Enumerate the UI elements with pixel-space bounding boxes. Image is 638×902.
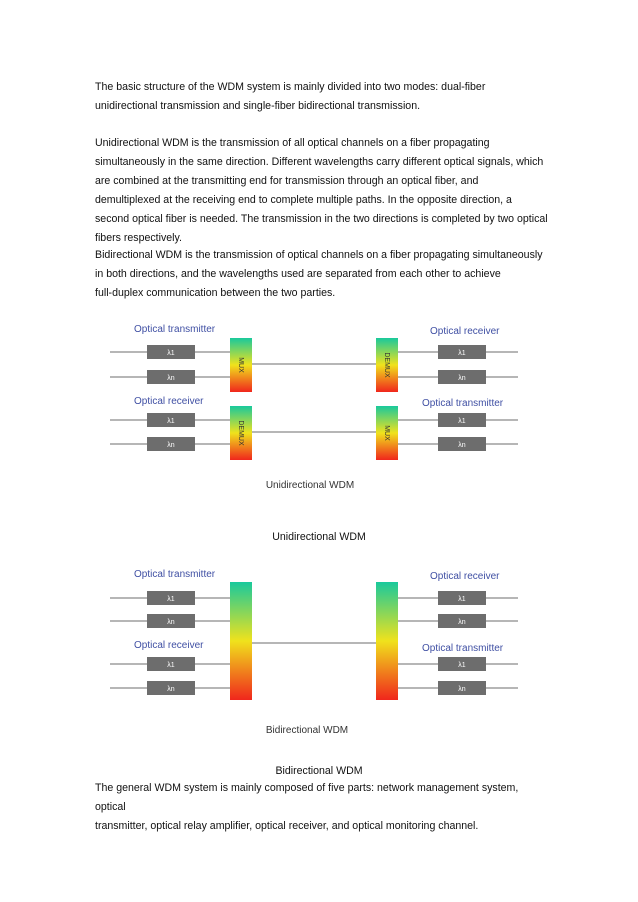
text-line: demultiplexed at the receiving end to complete multiple paths. In the opposite direction, a [95,194,512,206]
components-paragraph [95,779,550,836]
text-line: are combined at the transmitting end for transmission through an optical fiber, and [95,175,479,187]
optical-transmitter-label: Optical transmitter [422,398,504,409]
lambda-label: λn [167,686,175,693]
text-line: transmitter, optical relay amplifier, optical receiver, and optical monitoring channel. [95,820,479,832]
lambda-label: λ1 [458,350,466,357]
lambda-label: λn [167,375,175,382]
lambda-label: λ1 [458,596,466,603]
bidirectional-paragraph [95,246,550,303]
text-line: The basic structure of the WDM system is mainly divided into two modes: dual-fiber [95,81,486,93]
figure-caption: Bidirectional WDM [275,765,363,777]
unidirectional-wdm-diagram [110,316,530,498]
lambda-label: λ1 [167,418,175,425]
figure-caption: Unidirectional WDM [272,531,366,543]
text-line: The general WDM system is mainly composed of five parts: network management system, optical [95,782,519,813]
optical-receiver-label: Optical receiver [430,571,500,582]
lambda-label: λ1 [458,662,466,669]
bidirectional-wdm-diagram [110,562,530,740]
optical-transmitter-label: Optical transmitter [134,324,216,335]
mux-label: MUX [237,357,245,373]
text-line: second optical fiber is needed. The transmission in the two directions is completed by two optical [95,213,548,225]
demux-label: DEMUX [383,352,391,378]
diagram-title: Bidirectional WDM [265,725,349,736]
text-line: Unidirectional WDM is the transmission of all optical channels on a fiber propagating [95,137,490,149]
text-line: Bidirectional WDM is the transmission of optical channels on a fiber propagating simultaneously [95,249,543,261]
intro-paragraph [95,78,550,116]
demux-label: DEMUX [237,420,245,446]
unidirectional-paragraph [95,134,550,248]
diagram-title: Unidirectional WDM [265,480,355,491]
lambda-label: λ1 [458,418,466,425]
lambda-label: λ1 [167,350,175,357]
text-line: unidirectional transmission and single-fiber bidirectional transmission. [95,100,421,112]
muxdemux-block [230,582,252,700]
text-line: fibers respectively. [95,232,182,244]
optical-transmitter-label: Optical transmitter [422,643,504,654]
lambda-label: λ1 [167,662,175,669]
text-line: simultaneously in the same direction. Different wavelengths carry different optical signals, which [95,156,544,168]
text-line: full-duplex communication between the two parties. [95,287,336,299]
text-line: in both directions, and the wavelengths used are separated from each other to achieve [95,268,501,280]
optical-receiver-label: Optical receiver [134,396,204,407]
mux-label: MUX [383,425,391,441]
lambda-label: λ1 [167,596,175,603]
optical-receiver-label: Optical receiver [430,326,500,337]
lambda-label: λn [458,619,466,626]
lambda-label: λn [458,442,466,449]
muxdemux-block [376,582,398,700]
lambda-label: λn [167,619,175,626]
optical-transmitter-label: Optical transmitter [134,569,216,580]
optical-receiver-label: Optical receiver [134,640,204,651]
lambda-label: λn [458,686,466,693]
lambda-label: λn [167,442,175,449]
lambda-label: λn [458,375,466,382]
